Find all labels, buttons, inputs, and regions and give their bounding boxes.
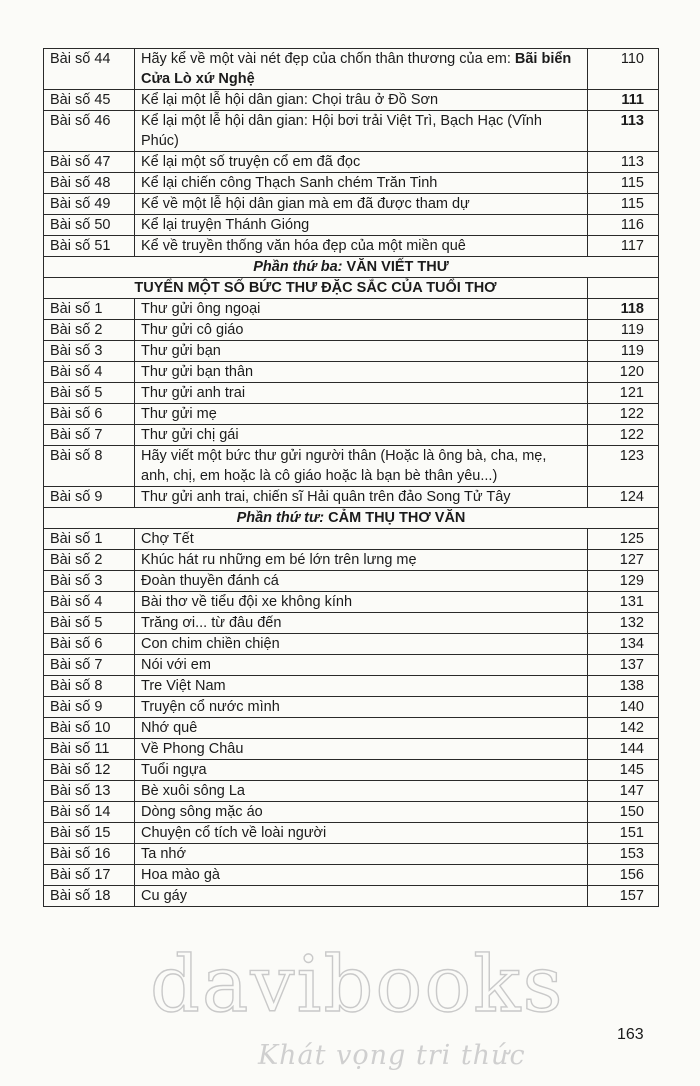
toc-row — [44, 844, 659, 865]
lesson-title: Kể về một lễ hội dân gian mà em đã được tham dự — [135, 194, 588, 215]
lesson-number: Bài số 16 — [44, 844, 135, 865]
toc-row — [44, 550, 659, 571]
watermark-logo: davibooks — [150, 940, 565, 1030]
page-ref: 145 — [588, 760, 659, 781]
lesson-number: Bài số 5 — [44, 613, 135, 634]
lesson-title: Tre Việt Nam — [135, 676, 588, 697]
page-ref: 134 — [588, 634, 659, 655]
lesson-title: Thư gửi ông ngoại — [135, 299, 588, 320]
lesson-title: Trăng ơi... từ đâu đến — [135, 613, 588, 634]
lesson-title: Tuổi ngựa — [135, 760, 588, 781]
toc-row — [44, 194, 659, 215]
watermark-tagline: Khát vọng tri thức — [258, 1040, 526, 1071]
lesson-title: Kể lại một lễ hội dân gian: Chọi trâu ở Đồ Sơn — [135, 90, 588, 111]
page-number: 163 — [617, 1026, 644, 1043]
page-ref: 125 — [588, 529, 659, 550]
lesson-number: Bài số 48 — [44, 173, 135, 194]
toc-row — [44, 718, 659, 739]
section-heading-part-4: Phần thứ tư: CẢM THỤ THƠ VĂN — [44, 508, 659, 529]
page-ref: 156 — [588, 865, 659, 886]
lesson-title: Nói với em — [135, 655, 588, 676]
lesson-number: Bài số 7 — [44, 425, 135, 446]
lesson-title: Nhớ quê — [135, 718, 588, 739]
empty-cell — [588, 278, 659, 299]
toc-row — [44, 49, 659, 90]
page-ref: 150 — [588, 802, 659, 823]
toc-row — [44, 341, 659, 362]
page-ref: 131 — [588, 592, 659, 613]
toc-row — [44, 781, 659, 802]
page-ref: 142 — [588, 718, 659, 739]
lesson-title: Khúc hát ru những em bé lớn trên lưng mẹ — [135, 550, 588, 571]
lesson-title: Bè xuôi sông La — [135, 781, 588, 802]
toc-row — [44, 487, 659, 508]
page-ref: 124 — [588, 487, 659, 508]
toc-row — [44, 655, 659, 676]
toc-row — [44, 236, 659, 257]
section-header-row — [44, 508, 659, 529]
lesson-title: Cu gáy — [135, 886, 588, 907]
lesson-number: Bài số 6 — [44, 404, 135, 425]
page-ref: 138 — [588, 676, 659, 697]
section-subheading: TUYỂN MỘT SỐ BỨC THƯ ĐẶC SẮC CỦA TUỔI THƠ — [44, 278, 588, 299]
page-ref: 115 — [588, 173, 659, 194]
page-ref: 144 — [588, 739, 659, 760]
toc-row — [44, 529, 659, 550]
page-ref: 137 — [588, 655, 659, 676]
page-ref: 110 — [588, 49, 659, 90]
page-ref: 120 — [588, 362, 659, 383]
page-ref: 157 — [588, 886, 659, 907]
lesson-number: Bài số 9 — [44, 697, 135, 718]
toc-row — [44, 111, 659, 152]
lesson-title: Kể về truyền thống văn hóa đẹp của một miền quê — [135, 236, 588, 257]
toc-row — [44, 446, 659, 487]
lesson-number: Bài số 7 — [44, 655, 135, 676]
lesson-title: Truyện cổ nước mình — [135, 697, 588, 718]
page-ref: 151 — [588, 823, 659, 844]
toc-row — [44, 383, 659, 404]
lesson-title: Chợ Tết — [135, 529, 588, 550]
lesson-number: Bài số 5 — [44, 383, 135, 404]
lesson-title: Kể lại chiến công Thạch Sanh chém Trăn Tinh — [135, 173, 588, 194]
lesson-title: Kể lại một lễ hội dân gian: Hội bơi trải Việt Trì, Bạch Hạc (Vĩnh Phúc) — [135, 111, 588, 152]
toc-row — [44, 215, 659, 236]
lesson-number: Bài số 17 — [44, 865, 135, 886]
toc-row — [44, 760, 659, 781]
lesson-number: Bài số 50 — [44, 215, 135, 236]
toc-row — [44, 320, 659, 341]
table-of-contents — [43, 48, 659, 907]
page-ref: 121 — [588, 383, 659, 404]
lesson-title: Hãy viết một bức thư gửi người thân (Hoặc là ông bà, cha, mẹ, anh, chị, em hoặc là cô giáo hoặc là bạn bè thân yêu...) — [135, 446, 588, 487]
toc-row — [44, 802, 659, 823]
lesson-number: Bài số 10 — [44, 718, 135, 739]
lesson-number: Bài số 8 — [44, 676, 135, 697]
section-header-row — [44, 257, 659, 278]
lesson-number: Bài số 51 — [44, 236, 135, 257]
toc-row — [44, 676, 659, 697]
page-ref: 113 — [588, 111, 659, 152]
lesson-title: Thư gửi chị gái — [135, 425, 588, 446]
lesson-number: Bài số 9 — [44, 487, 135, 508]
page-ref: 122 — [588, 425, 659, 446]
lesson-title: Thư gửi anh trai — [135, 383, 588, 404]
lesson-number: Bài số 44 — [44, 49, 135, 90]
page-ref: 119 — [588, 341, 659, 362]
page-ref: 113 — [588, 152, 659, 173]
lesson-number: Bài số 1 — [44, 529, 135, 550]
page-ref: 129 — [588, 571, 659, 592]
toc-row — [44, 865, 659, 886]
lesson-title: Hãy kể về một vài nét đẹp của chốn thân thương của em: Bãi biển Cửa Lò xứ Nghệ — [135, 49, 588, 90]
lesson-number: Bài số 6 — [44, 634, 135, 655]
lesson-title: Thư gửi anh trai, chiến sĩ Hải quân trên đảo Song Tử Tây — [135, 487, 588, 508]
lesson-number: Bài số 45 — [44, 90, 135, 111]
lesson-number: Bài số 2 — [44, 550, 135, 571]
toc-row — [44, 592, 659, 613]
lesson-title: Con chim chiền chiện — [135, 634, 588, 655]
page-ref: 127 — [588, 550, 659, 571]
lesson-title: Thư gửi mẹ — [135, 404, 588, 425]
section-subheader-row — [44, 278, 659, 299]
lesson-title: Thư gửi bạn thân — [135, 362, 588, 383]
page-ref: 132 — [588, 613, 659, 634]
lesson-number: Bài số 4 — [44, 362, 135, 383]
toc-row — [44, 697, 659, 718]
lesson-title: Hoa mào gà — [135, 865, 588, 886]
lesson-title: Bài thơ về tiểu đội xe không kính — [135, 592, 588, 613]
page-ref: 119 — [588, 320, 659, 341]
lesson-title: Dòng sông mặc áo — [135, 802, 588, 823]
page-ref: 118 — [588, 299, 659, 320]
toc-row — [44, 425, 659, 446]
lesson-title: Kể lại truyện Thánh Gióng — [135, 215, 588, 236]
lesson-number: Bài số 3 — [44, 571, 135, 592]
page-ref: 117 — [588, 236, 659, 257]
lesson-number: Bài số 49 — [44, 194, 135, 215]
toc-row — [44, 571, 659, 592]
lesson-number: Bài số 46 — [44, 111, 135, 152]
toc-row — [44, 173, 659, 194]
toc-row — [44, 90, 659, 111]
page-ref: 111 — [588, 90, 659, 111]
lesson-number: Bài số 2 — [44, 320, 135, 341]
lesson-number: Bài số 14 — [44, 802, 135, 823]
page-ref: 115 — [588, 194, 659, 215]
toc-row — [44, 152, 659, 173]
toc-row — [44, 362, 659, 383]
lesson-title: Chuyện cổ tích về loài người — [135, 823, 588, 844]
lesson-number: Bài số 4 — [44, 592, 135, 613]
toc-row — [44, 404, 659, 425]
toc-row — [44, 613, 659, 634]
section-heading-part-3: Phần thứ ba: VĂN VIẾT THƯ — [44, 257, 659, 278]
lesson-number: Bài số 18 — [44, 886, 135, 907]
lesson-title: Thư gửi cô giáo — [135, 320, 588, 341]
page-ref: 123 — [588, 446, 659, 487]
lesson-number: Bài số 15 — [44, 823, 135, 844]
page-ref: 116 — [588, 215, 659, 236]
lesson-number: Bài số 11 — [44, 739, 135, 760]
toc-row — [44, 886, 659, 907]
lesson-number: Bài số 8 — [44, 446, 135, 487]
page-ref: 122 — [588, 404, 659, 425]
lesson-number: Bài số 47 — [44, 152, 135, 173]
lesson-title: Ta nhớ — [135, 844, 588, 865]
lesson-title: Kể lại một số truyện cổ em đã đọc — [135, 152, 588, 173]
toc-row — [44, 823, 659, 844]
lesson-title: Đoàn thuyền đánh cá — [135, 571, 588, 592]
toc-row — [44, 634, 659, 655]
lesson-number: Bài số 12 — [44, 760, 135, 781]
lesson-number: Bài số 13 — [44, 781, 135, 802]
lesson-number: Bài số 1 — [44, 299, 135, 320]
lesson-title: Thư gửi bạn — [135, 341, 588, 362]
page-ref: 147 — [588, 781, 659, 802]
toc-row — [44, 299, 659, 320]
lesson-title: Về Phong Châu — [135, 739, 588, 760]
toc-row — [44, 739, 659, 760]
lesson-number: Bài số 3 — [44, 341, 135, 362]
page-ref: 153 — [588, 844, 659, 865]
page-ref: 140 — [588, 697, 659, 718]
